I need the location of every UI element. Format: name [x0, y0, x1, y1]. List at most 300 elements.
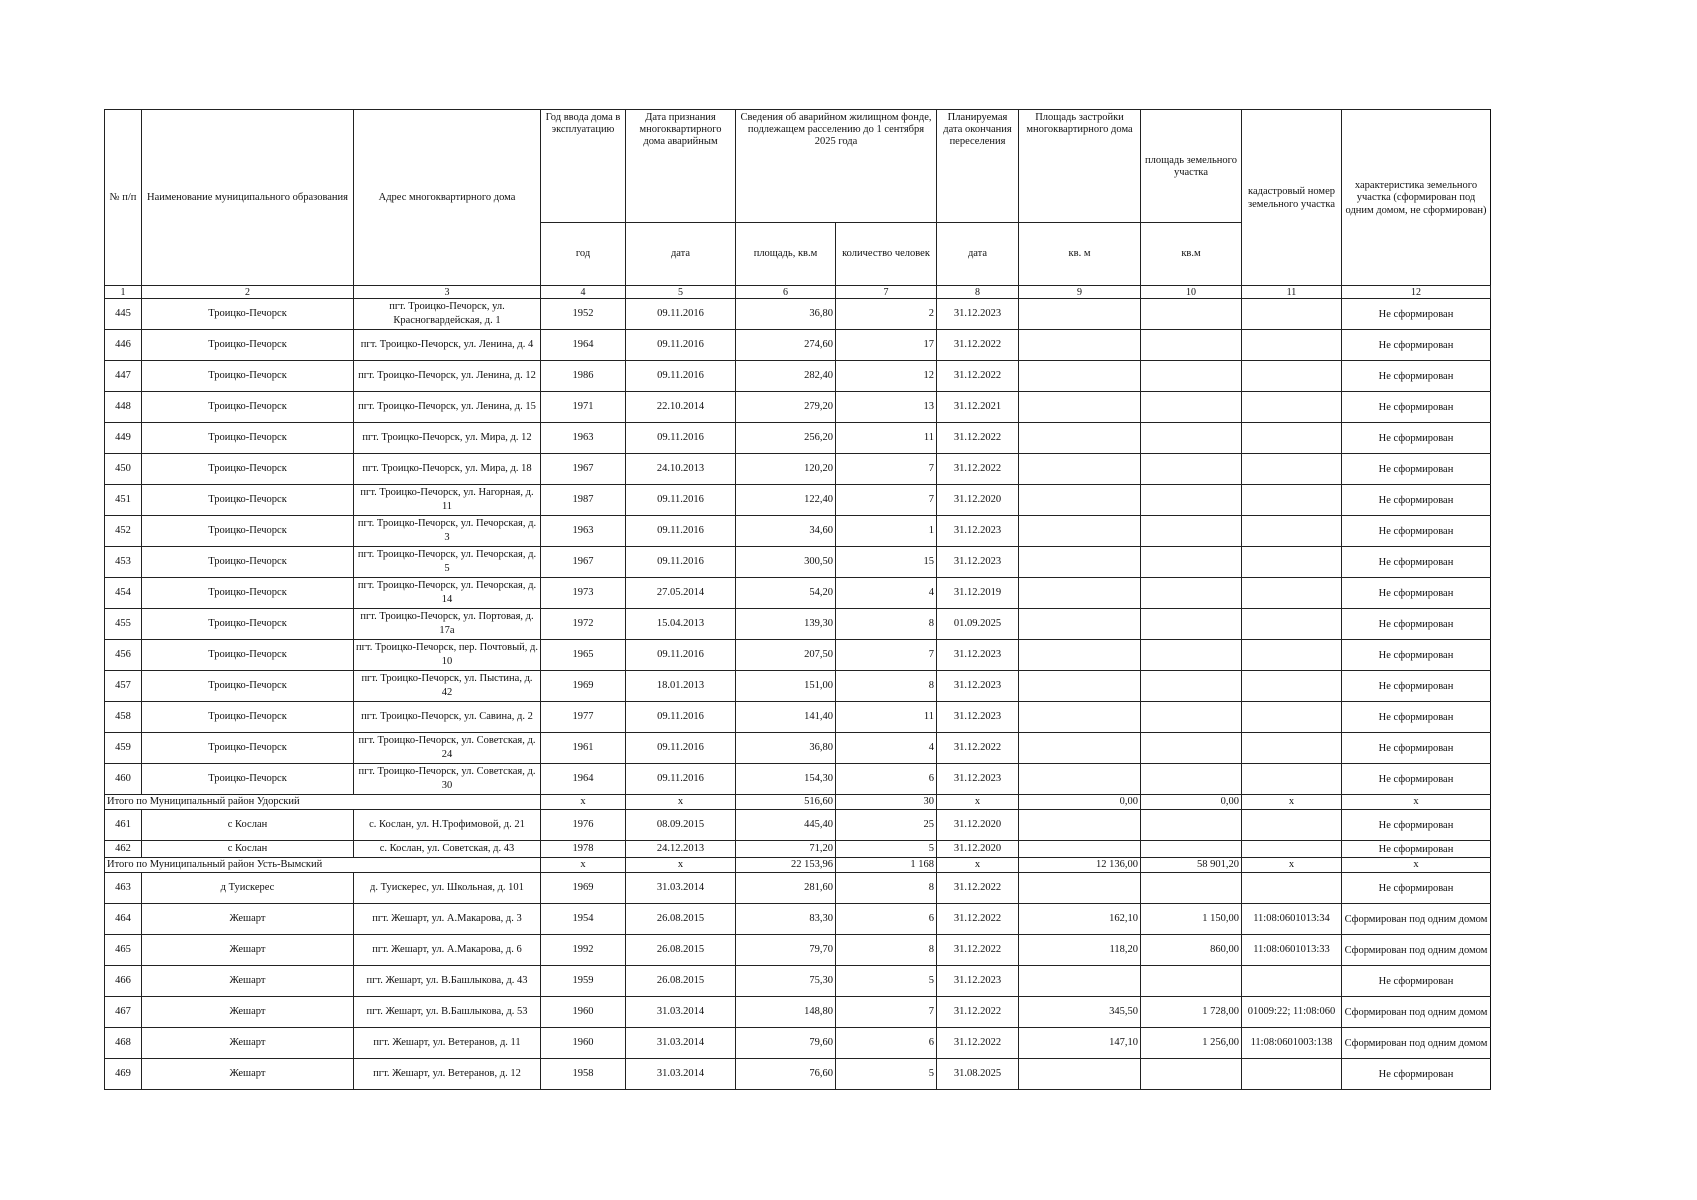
cell-cadastral-number: [1242, 454, 1342, 485]
cell-planned-date: 31.12.2023: [937, 640, 1019, 671]
cell-area: 122,40: [736, 485, 836, 516]
cell-land-area: 860,00: [1141, 935, 1242, 966]
cell-area: 36,80: [736, 299, 836, 330]
cell-planned-date: 31.12.2020: [937, 485, 1019, 516]
cell-address: д. Туискерес, ул. Школьная, д. 101: [354, 873, 541, 904]
cell-area: 256,20: [736, 423, 836, 454]
cell-area: 148,80: [736, 997, 836, 1028]
cell-municipality: Троицко-Печорск: [142, 702, 354, 733]
cell-cadastral-number: [1242, 330, 1342, 361]
cell-planned-date: 31.12.2023: [937, 299, 1019, 330]
cell-municipality: с Кослан: [142, 841, 354, 858]
cell-planned-date: 31.12.2023: [937, 966, 1019, 997]
cell-land-area: [1141, 361, 1242, 392]
cell-building-area: 162,10: [1019, 904, 1141, 935]
cell-area: 139,30: [736, 609, 836, 640]
cell-year: 1954: [541, 904, 626, 935]
header-building-area: Площадь застройки многоквартирного дома: [1019, 110, 1141, 223]
cell-address: пгт. Жешарт, ул. В.Башлыкова, д. 43: [354, 966, 541, 997]
cell-land-characteristic: Не сформирован: [1342, 361, 1491, 392]
cell-municipality: Троицко-Печорск: [142, 609, 354, 640]
cell-cadastral-number: [1242, 485, 1342, 516]
header-land-characteristic: характеристика земельного участка (сформирован под одним домом, не сформирован): [1342, 110, 1491, 286]
cell-people-count: 6: [836, 904, 937, 935]
cell-building-area: 118,20: [1019, 935, 1141, 966]
table-row: [105, 764, 1491, 795]
cell-year: 1958: [541, 1059, 626, 1090]
cell-row-number: 451: [105, 485, 142, 516]
cell-row-number: 462: [105, 841, 142, 858]
cell-building-area: [1019, 841, 1141, 858]
cell-municipality: Жешарт: [142, 935, 354, 966]
cell-municipality: Троицко-Печорск: [142, 361, 354, 392]
cell-address: пгт. Жешарт, ул. В.Башлыкова, д. 53: [354, 997, 541, 1028]
cell-people-count: 11: [836, 423, 937, 454]
cell-address: пгт. Троицко-Печорск, ул. Мира, д. 18: [354, 454, 541, 485]
cell-municipality: Троицко-Печорск: [142, 330, 354, 361]
cell-land-area: [1141, 873, 1242, 904]
cell-row-number: 455: [105, 609, 142, 640]
header-recognition-date: Дата признания многоквартирного дома аварийным: [626, 110, 736, 223]
table-row: [105, 1059, 1491, 1090]
header-year: Год ввода дома в эксплуатацию: [541, 110, 626, 223]
cell-address: пгт. Троицко-Печорск, пер. Почтовый, д. 10: [354, 640, 541, 671]
cell-recognition-date: 09.11.2016: [626, 516, 736, 547]
cell-land-characteristic: Не сформирован: [1342, 966, 1491, 997]
table-row: [105, 997, 1491, 1028]
cell-recognition-date: 08.09.2015: [626, 810, 736, 841]
cell-people-count: 5: [836, 841, 937, 858]
cell-address: пгт. Жешарт, ул. А.Макарова, д. 6: [354, 935, 541, 966]
cell-municipality: Троицко-Печорск: [142, 454, 354, 485]
cell-building-area: [1019, 330, 1141, 361]
cell-planned-date: 31.12.2023: [937, 671, 1019, 702]
cell-land-characteristic: Не сформирован: [1342, 609, 1491, 640]
cell-address: пгт. Троицко-Печорск, ул. Ленина, д. 12: [354, 361, 541, 392]
cell-land-characteristic: Сформирован под одним домом: [1342, 1028, 1491, 1059]
cell-row-number: 466: [105, 966, 142, 997]
cell-recognition-date: 09.11.2016: [626, 764, 736, 795]
cell-municipality: Троицко-Печорск: [142, 671, 354, 702]
table-row: [105, 733, 1491, 764]
cell-land-characteristic: Не сформирован: [1342, 454, 1491, 485]
cell-building-area: [1019, 764, 1141, 795]
cell-cadastral-number: [1242, 640, 1342, 671]
cell-land-area: [1141, 640, 1242, 671]
cell-land-characteristic: Не сформирован: [1342, 841, 1491, 858]
cell-land-area: [1141, 1059, 1242, 1090]
column-number-7: 7: [836, 286, 937, 299]
cell-building-area: [1019, 578, 1141, 609]
cell-cadastral-number: [1242, 1059, 1342, 1090]
cell-building-area: [1019, 640, 1141, 671]
cell-land-area: 1 256,00: [1141, 1028, 1242, 1059]
column-number-3: 3: [354, 286, 541, 299]
cell-planned-date: 31.12.2023: [937, 547, 1019, 578]
cell-municipality: Жешарт: [142, 997, 354, 1028]
cell-year: 1960: [541, 997, 626, 1028]
cell-area: 281,60: [736, 873, 836, 904]
column-number-5: 5: [626, 286, 736, 299]
cell-address: пгт. Троицко-Печорск, ул. Печорская, д. 3: [354, 516, 541, 547]
cell-cadastral-number: [1242, 547, 1342, 578]
header-land-area: площадь земельного участка: [1141, 110, 1242, 223]
cell-recognition-date: 27.05.2014: [626, 578, 736, 609]
cell-land-area: 1 728,00: [1141, 997, 1242, 1028]
total-label: Итого по Муниципальный район Удорский: [105, 795, 541, 810]
cell-municipality: Троицко-Печорск: [142, 547, 354, 578]
cell-land-area: [1141, 547, 1242, 578]
cell-year: 1964: [541, 764, 626, 795]
cell-land-area: [1141, 485, 1242, 516]
subheader-date: дата: [626, 223, 736, 286]
table-row: [105, 841, 1491, 858]
cell-municipality: Жешарт: [142, 904, 354, 935]
cell-row-number: 461: [105, 810, 142, 841]
total-people: 1 168: [836, 858, 937, 873]
cell-people-count: 15: [836, 547, 937, 578]
cell-planned-date: 31.12.2022: [937, 423, 1019, 454]
table-row: [105, 810, 1491, 841]
cell-cadastral-number: [1242, 671, 1342, 702]
cell-building-area: [1019, 671, 1141, 702]
header-housing-info: Сведения об аварийном жилищном фонде, подлежащем расселению до 1 сентября 2025 года: [736, 110, 937, 223]
total-label: Итого по Муниципальный район Усть-Вымский: [105, 858, 541, 873]
cell-land-characteristic: Сформирован под одним домом: [1342, 935, 1491, 966]
subheader-plan: дата: [937, 223, 1019, 286]
cell-cadastral-number: [1242, 764, 1342, 795]
cell-people-count: 2: [836, 299, 937, 330]
cell-land-area: [1141, 299, 1242, 330]
table-row: [105, 935, 1491, 966]
table-row: [105, 547, 1491, 578]
cell-row-number: 464: [105, 904, 142, 935]
cell-land-characteristic: Сформирован под одним домом: [1342, 997, 1491, 1028]
cell-cadastral-number: [1242, 841, 1342, 858]
cell-people-count: 4: [836, 733, 937, 764]
cell-year: 1963: [541, 516, 626, 547]
cell-area: 300,50: [736, 547, 836, 578]
cell-planned-date: 31.12.2023: [937, 702, 1019, 733]
total-plan: x: [937, 795, 1019, 810]
cell-recognition-date: 09.11.2016: [626, 485, 736, 516]
cell-address: пгт. Жешарт, ул. Ветеранов, д. 12: [354, 1059, 541, 1090]
cell-row-number: 460: [105, 764, 142, 795]
table-row: [105, 485, 1491, 516]
cell-planned-date: 31.12.2022: [937, 1028, 1019, 1059]
cell-planned-date: 31.12.2019: [937, 578, 1019, 609]
cell-planned-date: 31.12.2022: [937, 733, 1019, 764]
table-row: [105, 702, 1491, 733]
cell-year: 1959: [541, 966, 626, 997]
table-row: [105, 1028, 1491, 1059]
cell-area: 71,20: [736, 841, 836, 858]
cell-year: 1973: [541, 578, 626, 609]
cell-land-area: [1141, 966, 1242, 997]
cell-people-count: 7: [836, 485, 937, 516]
cell-municipality: д Туискерес: [142, 873, 354, 904]
column-number-1: 1: [105, 286, 142, 299]
cell-address: пгт. Троицко-Печорск, ул. Нагорная, д. 11: [354, 485, 541, 516]
column-number-8: 8: [937, 286, 1019, 299]
cell-land-area: [1141, 671, 1242, 702]
column-number-9: 9: [1019, 286, 1141, 299]
cell-planned-date: 31.12.2020: [937, 810, 1019, 841]
column-number-4: 4: [541, 286, 626, 299]
cell-area: 34,60: [736, 516, 836, 547]
total-area: 516,60: [736, 795, 836, 810]
cell-municipality: Троицко-Печорск: [142, 764, 354, 795]
cell-cadastral-number: [1242, 392, 1342, 423]
cell-address: пгт. Жешарт, ул. Ветеранов, д. 11: [354, 1028, 541, 1059]
cell-land-area: [1141, 733, 1242, 764]
cell-year: 1965: [541, 640, 626, 671]
cell-building-area: [1019, 702, 1141, 733]
cell-address: пгт. Троицко-Печорск, ул. Красногвардейская, д. 1: [354, 299, 541, 330]
cell-people-count: 4: [836, 578, 937, 609]
total-land: 0,00: [1141, 795, 1242, 810]
cell-land-characteristic: Не сформирован: [1342, 733, 1491, 764]
cell-municipality: Троицко-Печорск: [142, 640, 354, 671]
cell-people-count: 7: [836, 997, 937, 1028]
cell-people-count: 6: [836, 764, 937, 795]
cell-year: 1978: [541, 841, 626, 858]
total-year: x: [541, 858, 626, 873]
cell-row-number: 465: [105, 935, 142, 966]
cell-cadastral-number: [1242, 810, 1342, 841]
cell-land-characteristic: Не сформирован: [1342, 516, 1491, 547]
cell-building-area: [1019, 733, 1141, 764]
emergency-housing-table: [104, 109, 1491, 1090]
table-row: [105, 454, 1491, 485]
table-row: [105, 640, 1491, 671]
cell-building-area: [1019, 547, 1141, 578]
cell-planned-date: 31.12.2020: [937, 841, 1019, 858]
cell-cadastral-number: [1242, 966, 1342, 997]
cell-row-number: 453: [105, 547, 142, 578]
cell-planned-date: 31.12.2022: [937, 873, 1019, 904]
cell-cadastral-number: 11:08:0601013:34: [1242, 904, 1342, 935]
cell-building-area: [1019, 516, 1141, 547]
cell-recognition-date: 31.03.2014: [626, 873, 736, 904]
cell-row-number: 446: [105, 330, 142, 361]
cell-area: 274,60: [736, 330, 836, 361]
cell-row-number: 459: [105, 733, 142, 764]
cell-people-count: 1: [836, 516, 937, 547]
cell-municipality: Жешарт: [142, 1028, 354, 1059]
cell-address: с. Кослан, ул. Советская, д. 43: [354, 841, 541, 858]
cell-year: 1976: [541, 810, 626, 841]
cell-year: 1961: [541, 733, 626, 764]
cell-land-area: [1141, 609, 1242, 640]
cell-land-characteristic: Не сформирован: [1342, 330, 1491, 361]
table-row: [105, 873, 1491, 904]
cell-row-number: 456: [105, 640, 142, 671]
cell-building-area: [1019, 361, 1141, 392]
cell-people-count: 7: [836, 640, 937, 671]
table-row: [105, 392, 1491, 423]
table-row: [105, 299, 1491, 330]
header-no: № п/п: [105, 110, 142, 286]
cell-address: пгт. Троицко-Печорск, ул. Ленина, д. 4: [354, 330, 541, 361]
cell-area: 279,20: [736, 392, 836, 423]
total-build: 12 136,00: [1019, 858, 1141, 873]
subheader-year: год: [541, 223, 626, 286]
cell-year: 1992: [541, 935, 626, 966]
cell-address: пгт. Троицко-Печорск, ул. Пыстина, д. 42: [354, 671, 541, 702]
cell-building-area: 345,50: [1019, 997, 1141, 1028]
cell-recognition-date: 31.03.2014: [626, 997, 736, 1028]
cell-address: пгт. Троицко-Печорск, ул. Савина, д. 2: [354, 702, 541, 733]
cell-area: 154,30: [736, 764, 836, 795]
cell-land-characteristic: Не сформирован: [1342, 1059, 1491, 1090]
cell-building-area: [1019, 810, 1141, 841]
cell-recognition-date: 15.04.2013: [626, 609, 736, 640]
column-number-11: 11: [1242, 286, 1342, 299]
cell-planned-date: 31.12.2023: [937, 764, 1019, 795]
cell-year: 1967: [541, 547, 626, 578]
cell-people-count: 8: [836, 935, 937, 966]
cell-land-area: 1 150,00: [1141, 904, 1242, 935]
column-number-2: 2: [142, 286, 354, 299]
subheader-people: количество человек: [836, 223, 937, 286]
total-char: x: [1342, 795, 1491, 810]
table-row: [105, 609, 1491, 640]
header-planned-date: Планируемая дата окончания переселения: [937, 110, 1019, 223]
cell-recognition-date: 31.03.2014: [626, 1028, 736, 1059]
cell-municipality: Троицко-Печорск: [142, 578, 354, 609]
cell-row-number: 463: [105, 873, 142, 904]
cell-year: 1969: [541, 671, 626, 702]
cell-area: 79,70: [736, 935, 836, 966]
cell-building-area: [1019, 966, 1141, 997]
cell-row-number: 448: [105, 392, 142, 423]
cell-cadastral-number: 11:08:0601013:33: [1242, 935, 1342, 966]
cell-building-area: [1019, 454, 1141, 485]
cell-cadastral-number: 11:08:0601003:138: [1242, 1028, 1342, 1059]
cell-municipality: Троицко-Печорск: [142, 423, 354, 454]
cell-land-area: [1141, 330, 1242, 361]
table-row: [105, 966, 1491, 997]
cell-area: 151,00: [736, 671, 836, 702]
cell-land-characteristic: Сформирован под одним домом: [1342, 904, 1491, 935]
cell-building-area: [1019, 1059, 1141, 1090]
cell-people-count: 13: [836, 392, 937, 423]
cell-row-number: 458: [105, 702, 142, 733]
total-plan: x: [937, 858, 1019, 873]
cell-people-count: 12: [836, 361, 937, 392]
cell-municipality: Троицко-Печорск: [142, 485, 354, 516]
cell-row-number: 450: [105, 454, 142, 485]
cell-building-area: [1019, 873, 1141, 904]
total-build: 0,00: [1019, 795, 1141, 810]
cell-cadastral-number: [1242, 873, 1342, 904]
cell-land-characteristic: Не сформирован: [1342, 547, 1491, 578]
cell-year: 1952: [541, 299, 626, 330]
cell-year: 1960: [541, 1028, 626, 1059]
cell-land-characteristic: Не сформирован: [1342, 299, 1491, 330]
cell-address: пгт. Троицко-Печорск, ул. Печорская, д. 14: [354, 578, 541, 609]
cell-recognition-date: 24.12.2013: [626, 841, 736, 858]
column-number-10: 10: [1141, 286, 1242, 299]
cell-planned-date: 01.09.2025: [937, 609, 1019, 640]
cell-address: пгт. Троицко-Печорск, ул. Портовая, д. 17а: [354, 609, 541, 640]
cell-cadastral-number: 01009:22; 11:08:060: [1242, 997, 1342, 1028]
cell-row-number: 454: [105, 578, 142, 609]
cell-area: 76,60: [736, 1059, 836, 1090]
table-row: [105, 671, 1491, 702]
cell-planned-date: 31.12.2022: [937, 904, 1019, 935]
cell-land-characteristic: Не сформирован: [1342, 485, 1491, 516]
cell-address: пгт. Троицко-Печорск, ул. Советская, д. 24: [354, 733, 541, 764]
cell-row-number: 457: [105, 671, 142, 702]
cell-recognition-date: 18.01.2013: [626, 671, 736, 702]
cell-row-number: 447: [105, 361, 142, 392]
cell-address: пгт. Троицко-Печорск, ул. Мира, д. 12: [354, 423, 541, 454]
register-sheet: [104, 109, 1491, 1090]
cell-year: 1987: [541, 485, 626, 516]
table-row: [105, 516, 1491, 547]
cell-row-number: 452: [105, 516, 142, 547]
cell-address: пгт. Троицко-Печорск, ул. Печорская, д. 5: [354, 547, 541, 578]
cell-municipality: с Кослан: [142, 810, 354, 841]
cell-address: с. Кослан, ул. Н.Трофимовой, д. 21: [354, 810, 541, 841]
cell-area: 445,40: [736, 810, 836, 841]
table-row: [105, 578, 1491, 609]
cell-year: 1967: [541, 454, 626, 485]
cell-recognition-date: 09.11.2016: [626, 702, 736, 733]
cell-building-area: [1019, 485, 1141, 516]
cell-cadastral-number: [1242, 702, 1342, 733]
cell-planned-date: 31.12.2021: [937, 392, 1019, 423]
cell-planned-date: 31.12.2023: [937, 516, 1019, 547]
cell-land-area: [1141, 764, 1242, 795]
column-number-6: 6: [736, 286, 836, 299]
cell-people-count: 11: [836, 702, 937, 733]
table-row: [105, 361, 1491, 392]
cell-area: 83,30: [736, 904, 836, 935]
cell-land-characteristic: Не сформирован: [1342, 873, 1491, 904]
cell-area: 282,40: [736, 361, 836, 392]
cell-area: 141,40: [736, 702, 836, 733]
cell-municipality: Троицко-Печорск: [142, 299, 354, 330]
cell-land-characteristic: Не сформирован: [1342, 392, 1491, 423]
cell-land-characteristic: Не сформирован: [1342, 671, 1491, 702]
cell-row-number: 449: [105, 423, 142, 454]
total-row: [105, 795, 1491, 810]
cell-recognition-date: 09.11.2016: [626, 299, 736, 330]
cell-land-characteristic: Не сформирован: [1342, 578, 1491, 609]
cell-building-area: [1019, 423, 1141, 454]
cell-building-area: [1019, 299, 1141, 330]
cell-area: 79,60: [736, 1028, 836, 1059]
cell-land-characteristic: Не сформирован: [1342, 640, 1491, 671]
cell-recognition-date: 09.11.2016: [626, 361, 736, 392]
cell-recognition-date: 09.11.2016: [626, 330, 736, 361]
cell-recognition-date: 26.08.2015: [626, 935, 736, 966]
cell-recognition-date: 22.10.2014: [626, 392, 736, 423]
cell-cadastral-number: [1242, 516, 1342, 547]
cell-planned-date: 31.12.2022: [937, 361, 1019, 392]
cell-land-area: [1141, 392, 1242, 423]
total-year: x: [541, 795, 626, 810]
cell-row-number: 469: [105, 1059, 142, 1090]
cell-people-count: 7: [836, 454, 937, 485]
cell-municipality: Троицко-Печорск: [142, 392, 354, 423]
cell-land-area: [1141, 810, 1242, 841]
cell-cadastral-number: [1242, 423, 1342, 454]
cell-year: 1972: [541, 609, 626, 640]
